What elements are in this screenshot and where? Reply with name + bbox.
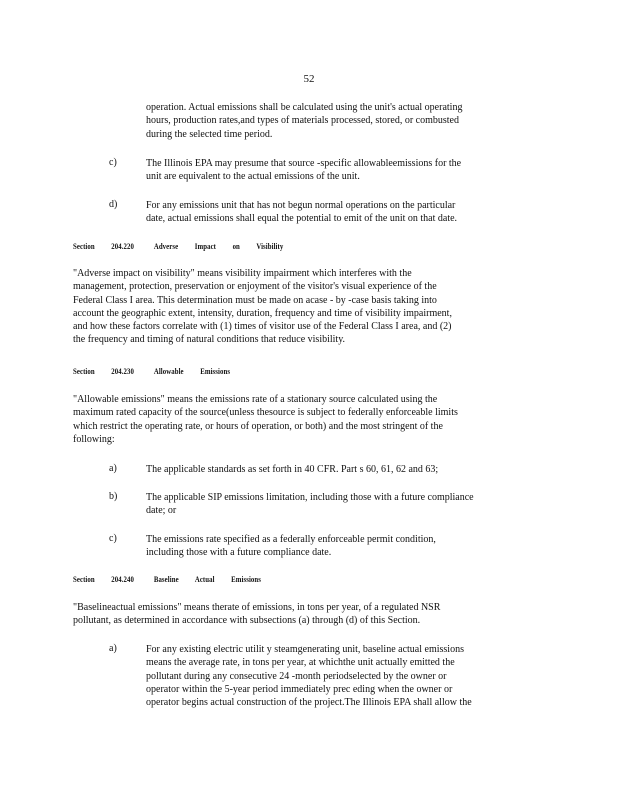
section-title: Adverse Impact on Visibility [153, 242, 284, 251]
item-label-c: c) [109, 533, 117, 544]
text-line: and how these factors correlate with (1) times of visitor use of the Federal Class I area, and (2) [73, 321, 452, 333]
section-heading-204-230 [73, 367, 230, 376]
item-label-a: a) [109, 463, 117, 474]
item-label-c: c) [109, 157, 117, 168]
text-line: hours, production rates,and types of materials processed, stored, or combusted [146, 115, 459, 127]
section-label: Section [73, 575, 95, 584]
text-line: The emissions rate specified as a federally enforceable permit condition, [146, 534, 436, 545]
item-d-text [146, 199, 524, 226]
section-label: Section [73, 242, 95, 251]
text-line: The applicable standards as set forth in 40 CFR. Part s 60, 61, 62 and 63; [146, 464, 439, 475]
section-title: Allowable Emissions [153, 367, 231, 376]
section-label: Section [73, 367, 95, 376]
text-line: means the average rate, in tons per year, at whichthe unit actually emitted the [146, 657, 455, 669]
text-line: operator within the 5-year period immediately prec eding when the owner or [146, 683, 453, 695]
text-line: operation. Actual emissions shall be calculated using the unit's actual operating [146, 102, 463, 113]
text-line: including those with a future compliance date. [146, 547, 332, 559]
text-line: management, protection, preservation or enjoyment of the visitor's visual experience of the [73, 281, 437, 293]
text-line: The applicable SIP emissions limitation, including those with a future compliance [146, 492, 474, 503]
section-number: 204.220 [111, 242, 134, 251]
text-line: Federal Class I area. This determination must be made on acase - by -case basis taking into [73, 294, 437, 306]
item-label-a: a) [109, 643, 117, 654]
text-line: pollutant, as determined in accordance with subsections (a) through (d) of this Section. [73, 615, 421, 627]
page-number: 52 [303, 73, 315, 85]
text-line: "Allowable emissions" means the emissions rate of a stationary source calculated using the [73, 394, 438, 405]
text-line: following: [73, 433, 115, 445]
section-number: 204.240 [111, 575, 134, 584]
section-heading-204-240 [73, 575, 261, 584]
item-c-text [146, 533, 528, 560]
text-line: The Illinois EPA may presume that source -specific allowableemissions for the [146, 158, 462, 169]
item-b-text [146, 491, 528, 518]
item-label-d: d) [109, 199, 118, 210]
section-204-240-paragraph [73, 601, 527, 628]
text-line: which restrict the operating rate, or hours of operation, or both) and the most stringent of the [73, 420, 443, 432]
text-line: "Baselineactual emissions" means therate of emissions, in tons per year, of a regulated NSR [73, 602, 441, 613]
text-line: For any existing electric utilit y steamgenerating unit, baseline actual emissions [146, 644, 464, 655]
text-line: "Adverse impact on visibility" means visibility impairment which interferes with the [73, 268, 412, 279]
section-heading-204-220 [73, 242, 283, 251]
section-204-220-paragraph [73, 267, 527, 347]
intro-continuation-paragraph [146, 101, 524, 141]
text-line: the frequency and timing of natural conditions that reduce visibility. [73, 334, 346, 346]
section-number: 204.230 [111, 367, 134, 376]
text-line: For any emissions unit that has not begun normal operations on the particular [146, 200, 456, 211]
section-204-230-paragraph [73, 393, 527, 446]
text-line: operator begins actual construction of the project.The Illinois EPA shall allow the [146, 697, 472, 709]
item-c-text [146, 157, 524, 184]
text-line: during the selected time period. [146, 128, 273, 140]
text-line: account the geographic extent, intensity, duration, frequency and time of visibility impairment, [73, 307, 452, 319]
item-a-text [146, 463, 528, 476]
text-line: pollutant during any consecutive 24 -month periodselected by the owner or [146, 670, 447, 682]
text-line: unit are equivalent to the actual emissions of the unit. [146, 171, 360, 183]
text-line: maximum rated capacity of the source(unless thesource is subject to federally enforceable limits [73, 407, 458, 419]
text-line: date, actual emissions shall equal the potential to emit of the unit on that date. [146, 213, 458, 225]
text-line: date; or [146, 505, 177, 517]
section-title: Baseline Actual Emissions [153, 575, 261, 584]
item-label-b: b) [109, 491, 118, 502]
item-a-text [146, 643, 528, 709]
